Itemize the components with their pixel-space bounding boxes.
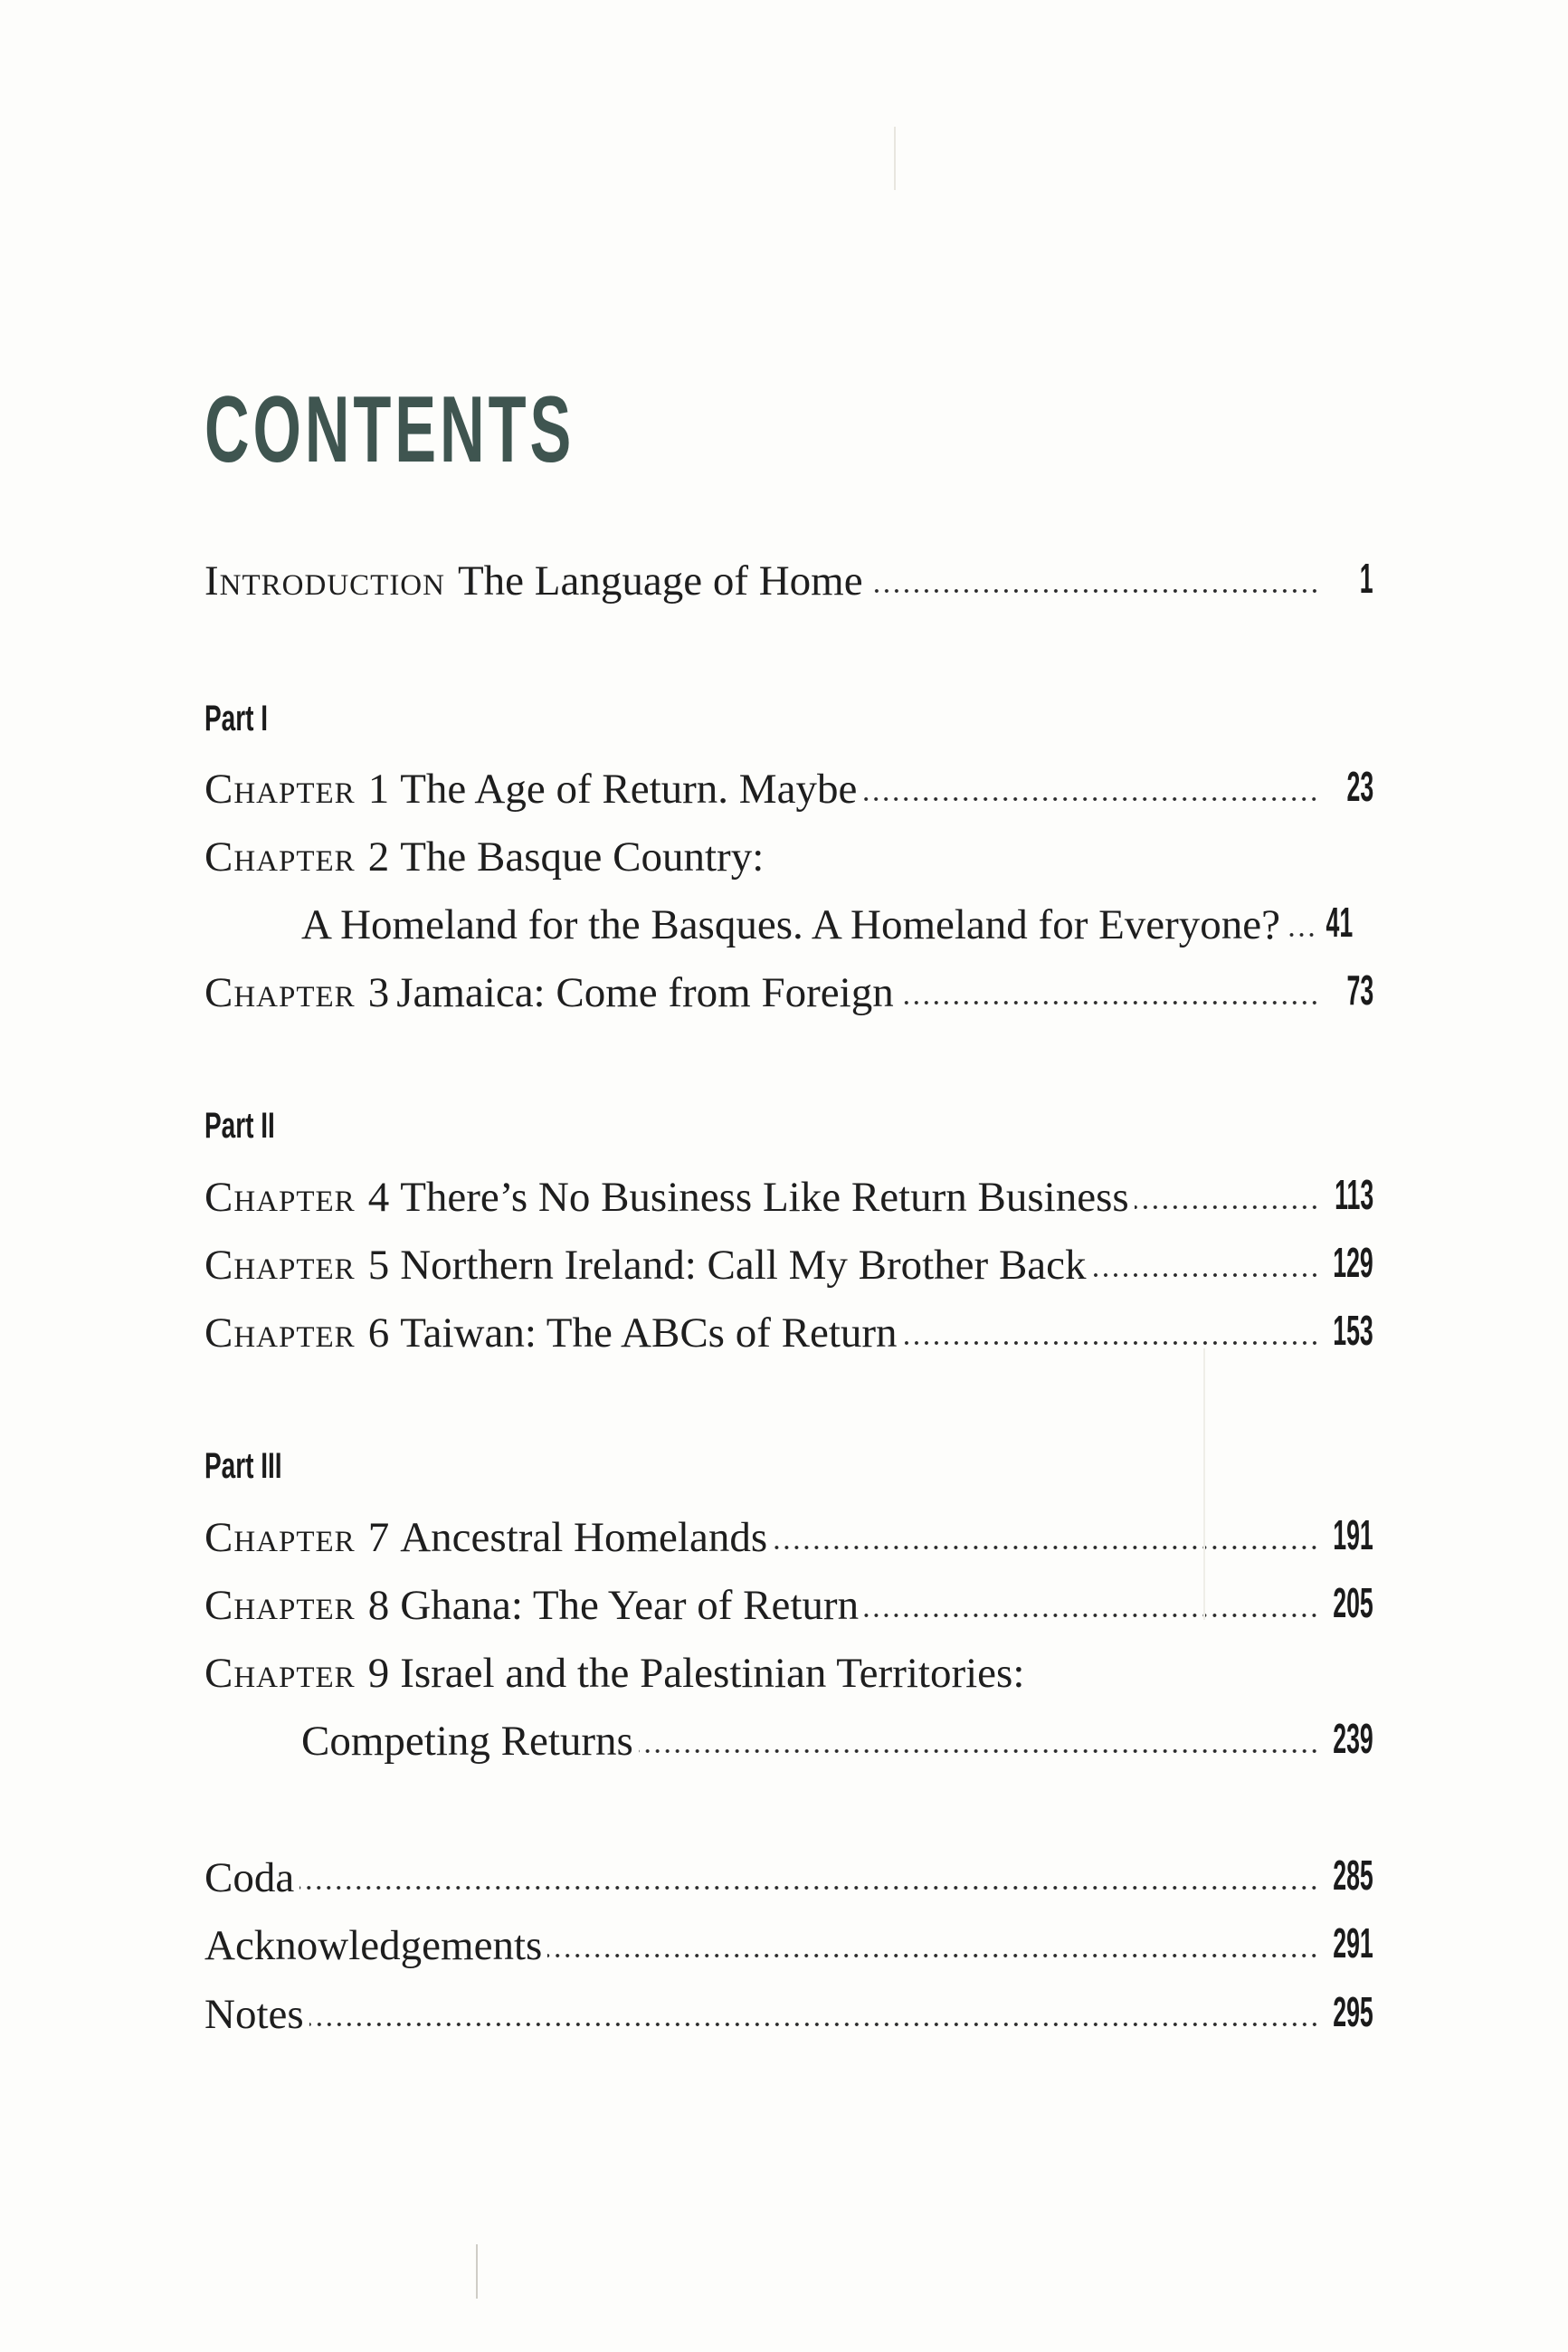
dot-leader — [903, 1338, 1319, 1348]
entry-title: Israel and the Palestinian Territories: — [400, 1650, 1025, 1697]
dot-leader — [899, 997, 1319, 1008]
entry-prefix: Introduction — [204, 557, 445, 605]
chapter-number: 8 — [367, 1582, 390, 1629]
entry-prefix: Chapter — [204, 1650, 356, 1697]
toc-entry-chapter-2-cont[interactable] — [301, 898, 1373, 952]
dot-leader — [639, 1746, 1319, 1757]
chapter-number: 3 — [367, 969, 390, 1016]
toc-entry-chapter-1[interactable] — [204, 762, 1373, 816]
toc-entry-chapter-2[interactable] — [204, 830, 1373, 884]
dot-leader — [773, 1542, 1319, 1553]
entry-title: There’s No Business Like Return Business — [400, 1174, 1129, 1221]
toc-entry-chapter-3[interactable] — [204, 966, 1373, 1020]
entry-prefix: Chapter — [204, 766, 356, 813]
page-title: CONTENTS — [204, 377, 575, 482]
toc-entry-chapter-9-cont[interactable] — [301, 1714, 1373, 1768]
page-number: 295 — [1333, 1988, 1373, 2035]
page-number: 129 — [1333, 1239, 1373, 1286]
chapter-number: 6 — [367, 1309, 390, 1357]
dot-leader — [862, 794, 1319, 805]
page-number: 285 — [1333, 1852, 1373, 1899]
entry-title: Jamaica: Come from Foreign — [396, 969, 894, 1016]
part-heading: Part III — [204, 1446, 282, 1486]
dot-leader — [864, 1610, 1319, 1621]
toc-entry-chapter-6[interactable] — [204, 1306, 1373, 1360]
entry-prefix: Chapter — [204, 1174, 356, 1221]
toc-entry-chapter-9[interactable] — [204, 1646, 1373, 1700]
page-number: 23 — [1346, 763, 1373, 810]
entry-prefix: Chapter — [204, 1514, 356, 1561]
dot-leader — [299, 1882, 1319, 1893]
entry-title: Northern Ireland: Call My Brother Back — [400, 1242, 1087, 1289]
entry-prefix: Chapter — [204, 1242, 356, 1289]
dot-leader — [1135, 1202, 1319, 1213]
part-heading: Part II — [204, 1106, 275, 1146]
entry-title: Coda — [204, 1854, 295, 1901]
entry-title-continued: A Homeland for the Basques. A Homeland for Everyone? — [301, 901, 1281, 948]
page-number: 191 — [1333, 1511, 1373, 1558]
entry-prefix: Chapter — [204, 1582, 356, 1629]
page-number: 41 — [1326, 899, 1354, 946]
scan-artifact — [1203, 1348, 1205, 1620]
toc-entry-acknowledgements[interactable] — [204, 1919, 1373, 1973]
dot-leader — [1286, 929, 1316, 940]
page-number: 239 — [1333, 1715, 1373, 1762]
part-heading: Part I — [204, 699, 269, 738]
entry-title: The Language of Home — [457, 557, 863, 605]
entry-title-continued: Competing Returns — [301, 1718, 633, 1765]
entry-title: The Age of Return. Maybe — [400, 766, 858, 813]
entry-title: Ghana: The Year of Return — [400, 1582, 860, 1629]
toc-entry-introduction[interactable] — [204, 554, 1373, 608]
scan-artifact — [476, 2244, 478, 2299]
dot-leader — [869, 586, 1319, 596]
scan-artifact — [894, 127, 896, 190]
chapter-number: 2 — [367, 833, 390, 881]
toc-entry-notes[interactable] — [204, 1987, 1373, 2042]
toc-entry-chapter-5[interactable] — [204, 1238, 1373, 1292]
toc-entry-coda[interactable] — [204, 1851, 1373, 1905]
entry-title: Taiwan: The ABCs of Return — [400, 1309, 898, 1357]
dot-leader — [1092, 1270, 1319, 1281]
chapter-number: 5 — [367, 1242, 390, 1289]
page-number: 205 — [1333, 1579, 1373, 1626]
page-number: 1 — [1360, 555, 1373, 602]
toc-entry-chapter-4[interactable] — [204, 1170, 1373, 1224]
entry-title: Acknowledgements — [204, 1922, 543, 1969]
toc-entry-chapter-8[interactable] — [204, 1578, 1373, 1633]
dot-leader — [309, 2019, 1319, 2030]
dot-leader — [547, 1950, 1319, 1961]
toc-entry-chapter-7[interactable] — [204, 1510, 1373, 1565]
entry-prefix: Chapter — [204, 1309, 356, 1357]
chapter-number: 4 — [367, 1174, 390, 1221]
page-number: 291 — [1333, 1919, 1373, 1966]
entry-title: Notes — [204, 1991, 304, 2038]
entry-title: The Basque Country: — [400, 833, 765, 881]
chapter-number: 9 — [367, 1650, 390, 1697]
page-number: 153 — [1333, 1307, 1373, 1354]
entry-prefix: Chapter — [204, 833, 356, 881]
page-number: 113 — [1334, 1171, 1373, 1218]
entry-prefix: Chapter — [204, 969, 356, 1016]
entry-title: Ancestral Homelands — [400, 1514, 768, 1561]
page-number: 73 — [1346, 967, 1373, 1014]
chapter-number: 1 — [367, 766, 390, 813]
chapter-number: 7 — [367, 1514, 390, 1561]
